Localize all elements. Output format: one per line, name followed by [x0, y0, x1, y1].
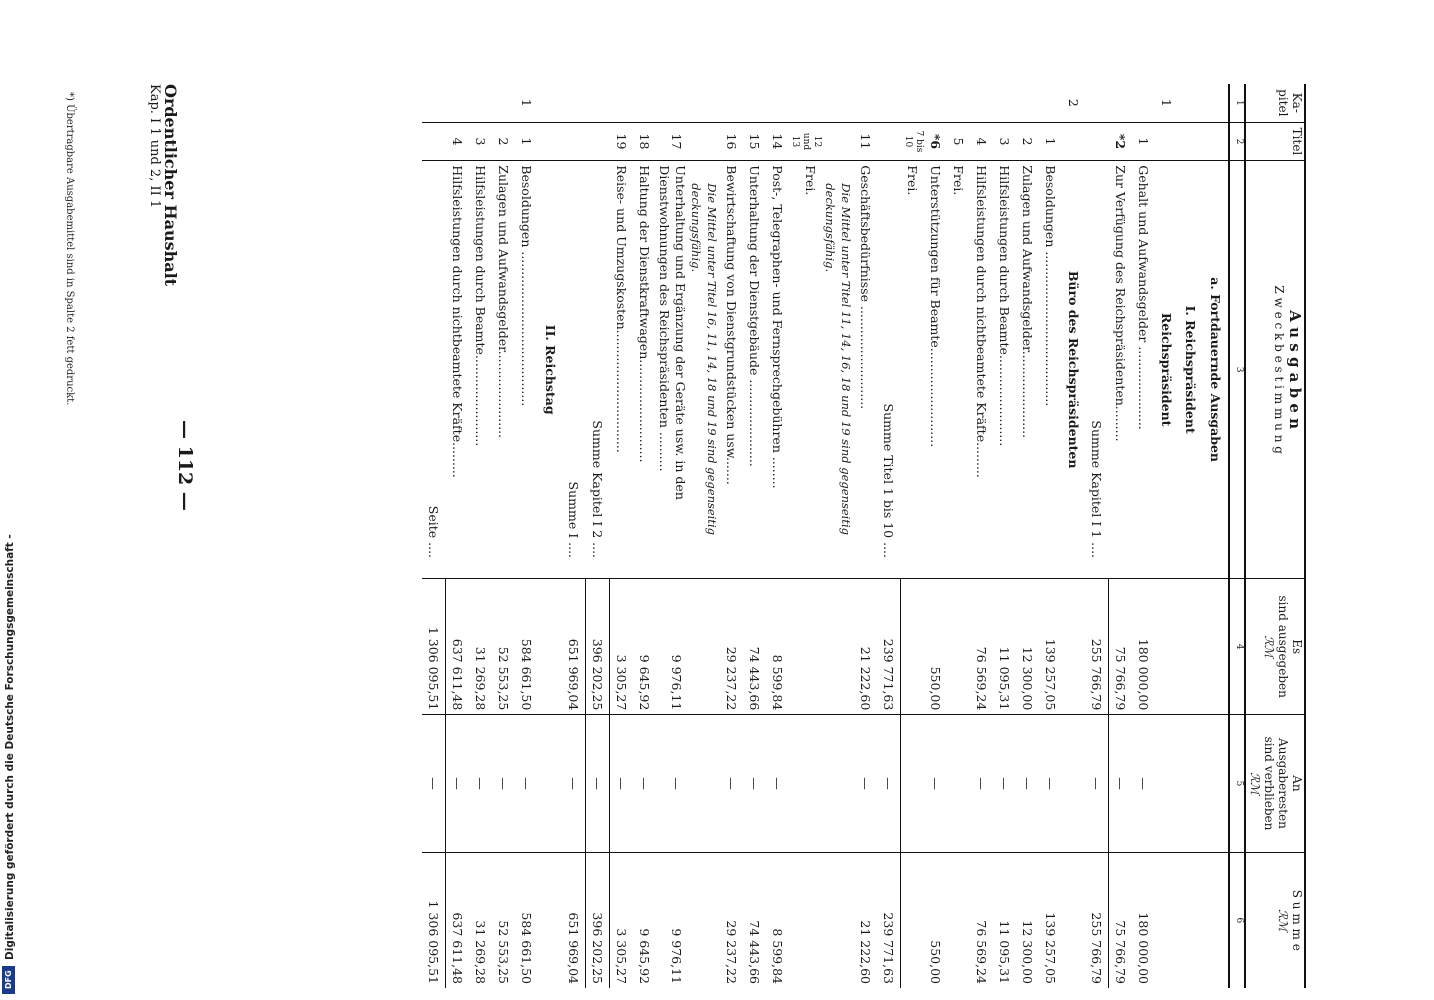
ausgabereste-amount: — — [1109, 715, 1133, 852]
ausgegeben-amount: 1 306 095,51 — [422, 579, 446, 715]
table-row — [766, 84, 789, 988]
ausgegeben-amount: 139 257,05 — [1039, 579, 1062, 715]
page-number: — 112 — — [174, 420, 196, 511]
titel-cell — [538, 122, 562, 161]
item-description: Besoldungen ....................................... — [515, 161, 538, 579]
ausgegeben-amount: 9 976,11 — [656, 579, 688, 715]
chapter-heading: Reichspräsident — [1155, 161, 1178, 579]
item-description: Gehalt und Aufwandsgelder ..................... — [1132, 161, 1155, 579]
ausgabereste-amount: — — [610, 715, 634, 852]
item-description: Geschäftsbedürfnisse .......................... — [854, 161, 877, 579]
sum-label: Seite .... — [422, 161, 446, 579]
colnum: 4 — [1229, 579, 1245, 715]
table-row — [492, 84, 515, 988]
ausgabereste-cell — [1062, 715, 1085, 852]
summe-cell — [1178, 852, 1202, 988]
colnum: 3 — [1229, 161, 1245, 579]
kapitel-cell — [743, 84, 766, 122]
summe-cell — [538, 852, 562, 988]
running-title: Ordentlicher Haushalt — [161, 84, 180, 287]
summe-amount: 21 222,60 — [854, 852, 877, 988]
kapitel-cell — [1109, 84, 1133, 122]
item-description: Zulagen und Aufwandsgelder...................... — [492, 161, 515, 579]
kapitel-cell — [947, 84, 970, 122]
table-row — [1016, 84, 1039, 988]
ausgabereste-cell — [822, 715, 854, 852]
ausgabereste-amount: — — [656, 715, 688, 852]
summe-amount: 637 611,48 — [446, 852, 470, 988]
titel-cell: 3 — [469, 122, 492, 161]
ausgabereste-amount: — — [720, 715, 743, 852]
ausgabereste-cell — [1202, 715, 1229, 852]
sum-row — [586, 84, 610, 988]
kapitel-cell — [877, 84, 901, 122]
table-row — [924, 84, 947, 988]
ausgegeben-cell — [1155, 579, 1178, 715]
summe-amount: 52 553,25 — [492, 852, 515, 988]
kapitel-cell — [1178, 84, 1202, 122]
summe-amount: 1 306 095,51 — [422, 852, 446, 988]
summe-amount: 12 300,00 — [1016, 852, 1039, 988]
kapitel-cell — [446, 84, 470, 122]
scanned-page — [82, 0, 1402, 1000]
summe-cell — [822, 852, 854, 988]
summe-amount — [947, 852, 970, 988]
summe-amount — [901, 852, 925, 988]
ausgegeben-cell — [1178, 579, 1202, 715]
titel-cell — [422, 122, 446, 161]
kapitel-cell: 1 — [519, 98, 534, 107]
kapitel-cell — [1132, 84, 1155, 122]
ausgabereste-amount: — — [1132, 715, 1155, 852]
titel-cell — [586, 122, 610, 161]
sum-label: Summe Titel 1 bis 10 .... — [877, 161, 901, 579]
kapitel-cell — [1016, 84, 1039, 122]
summe-amount: 8 599,84 — [766, 852, 789, 988]
table-row — [656, 84, 688, 988]
ausgegeben-amount: 21 222,60 — [854, 579, 877, 715]
summe-cell — [1202, 852, 1229, 988]
ausgegeben-amount: 29 237,22 — [720, 579, 743, 715]
header-ausgegeben-label: Es sind ausgegeben — [1276, 595, 1304, 698]
summe-amount: 75 766,79 — [1109, 852, 1133, 988]
sum-label: Summe Kapitel I 1 .... — [1085, 161, 1109, 579]
table-row — [901, 84, 925, 988]
ausgegeben-cell — [822, 579, 854, 715]
chapter-heading: Büro des Reichspräsidenten — [1062, 161, 1085, 579]
kapitel-cell — [789, 84, 822, 122]
summe-amount: 11 095,31 — [993, 852, 1016, 988]
colnum: 5 — [1229, 715, 1245, 852]
colnum: 2 — [1229, 122, 1245, 161]
kapitel-cell — [854, 84, 877, 122]
ausgegeben-cell — [1062, 579, 1085, 715]
table-row — [633, 84, 656, 988]
item-description: Post-, Telegraphen- und Fernsprechgebühren ........ — [766, 161, 789, 579]
titel-cell: 11 — [854, 122, 877, 161]
table-row — [1109, 84, 1133, 988]
titel-cell: *6 — [924, 122, 947, 161]
kapitel-cell — [1202, 84, 1229, 122]
footnote: *) Übertragbare Ausgabemittel sind in Spalte 2 fett gedruckt. — [64, 92, 75, 406]
sum-label: Summe I .... — [562, 161, 586, 579]
kapitel-cell — [901, 84, 925, 122]
sum-label: Summe Kapitel I 2 .... — [586, 161, 610, 579]
note-row — [688, 84, 720, 988]
summe-cell — [688, 852, 720, 988]
section-heading: I. Reichspräsident — [1178, 161, 1202, 579]
table-row — [1132, 84, 1155, 988]
table-row — [720, 84, 743, 988]
ausgegeben-amount: 8 599,84 — [766, 579, 789, 715]
item-description: Unterstützungen für Beamte......................... — [924, 161, 947, 579]
sum-row — [877, 84, 901, 988]
ausgegeben-cell — [538, 579, 562, 715]
note-text: Die Mittel unter Titel 16, 11, 14, 18 und 19 sind gegenseitig deckungsfähig. — [688, 161, 720, 579]
credit-text: Digitalisierung gefördert durch die Deutsche Forschungsgemeinschaft - — [4, 534, 16, 960]
header-titel: Titel — [1245, 122, 1305, 161]
titel-cell: 4 — [970, 122, 993, 161]
section-heading-row — [538, 84, 562, 988]
table-row — [515, 84, 538, 988]
kapitel-cell — [492, 84, 515, 122]
titel-cell: 3 — [993, 122, 1016, 161]
table-row — [446, 84, 470, 988]
ausgegeben-amount: 75 766,79 — [1109, 579, 1133, 715]
item-description: Hilfsleistungen durch Beamte....................... — [469, 161, 492, 579]
chapter-heading-row — [1155, 84, 1178, 988]
ausgabereste-amount: — — [586, 715, 610, 852]
kapitel-cell — [924, 84, 947, 122]
header-unit-6: ℛℳ — [1276, 909, 1290, 932]
summe-amount: 139 257,05 — [1039, 852, 1062, 988]
summe-amount: 651 969,04 — [562, 852, 586, 988]
ausgegeben-amount: 31 269,28 — [469, 579, 492, 715]
titel-cell: 5 — [947, 122, 970, 161]
ausgabereste-amount: — — [1039, 715, 1062, 852]
header-zweckbestimmung: Z w e c k b e s t i m m u n g — [1272, 285, 1286, 454]
kapitel-cell — [720, 84, 743, 122]
header-ausgaben-title: A u s g a b e n — [1286, 310, 1304, 429]
ausgegeben-amount: 637 611,48 — [446, 579, 470, 715]
ausgegeben-amount: 76 569,24 — [970, 579, 993, 715]
header-unit-4: ℛℳ — [1262, 635, 1276, 658]
ausgabereste-amount — [901, 715, 925, 852]
titel-cell — [688, 122, 720, 161]
summe-cell — [1062, 852, 1085, 988]
ausgabereste-amount: — — [1085, 715, 1109, 852]
summe-amount: 255 766,79 — [1085, 852, 1109, 988]
kapitel-cell — [562, 84, 586, 122]
ausgegeben-amount — [789, 579, 822, 715]
ausgegeben-amount: 74 443,66 — [743, 579, 766, 715]
running-subtitle: Kap. I 1 und 2, II 1 — [147, 84, 162, 209]
kapitel-cell — [469, 84, 492, 122]
ausgegeben-amount: 239 771,63 — [877, 579, 901, 715]
summe-amount: 76 569,24 — [970, 852, 993, 988]
ausgegeben-amount: 9 645,92 — [633, 579, 656, 715]
kapitel-cell — [422, 84, 446, 122]
ausgabereste-amount: — — [469, 715, 492, 852]
ausgabereste-cell — [1178, 715, 1202, 852]
header-ausgabereste-label: An Ausgaberesten sind verblieben — [1262, 736, 1304, 831]
ausgabereste-amount: — — [993, 715, 1016, 852]
titel-cell: 1 — [1039, 122, 1062, 161]
item-description: Zulagen und Aufwandsgelder...................... — [1016, 161, 1039, 579]
colnum: 6 — [1229, 852, 1245, 988]
ausgabereste-amount: — — [924, 715, 947, 852]
ausgegeben-amount — [947, 579, 970, 715]
header-summe-label: S u m m e — [1290, 889, 1304, 951]
table-row — [993, 84, 1016, 988]
kapitel-cell — [586, 84, 610, 122]
ausgabereste-amount — [789, 715, 822, 852]
table-row — [743, 84, 766, 988]
item-description: Hilfsleistungen durch nichtbeamtete Kräfte......... — [970, 161, 993, 579]
table-row — [789, 84, 822, 988]
item-description: Unterhaltung der Dienstgebäude ...................... — [743, 161, 766, 579]
kapitel-cell — [1085, 84, 1109, 122]
summe-amount: 239 771,63 — [877, 852, 901, 988]
chapter-heading-row — [1062, 84, 1085, 988]
rotated-page-content — [82, 0, 1402, 1000]
ausgabereste-amount: — — [766, 715, 789, 852]
table-row — [947, 84, 970, 988]
titel-cell — [562, 122, 586, 161]
ausgegeben-amount: 11 095,31 — [993, 579, 1016, 715]
ausgabereste-amount: — — [1016, 715, 1039, 852]
titel-cell: 2 — [1016, 122, 1039, 161]
kapitel-cell — [766, 84, 789, 122]
ausgegeben-amount: 651 969,04 — [562, 579, 586, 715]
ausgegeben-amount: 550,00 — [924, 579, 947, 715]
table-row — [610, 84, 634, 988]
table-row — [970, 84, 993, 988]
ausgegeben-amount: 180 000,00 — [1132, 579, 1155, 715]
titel-cell — [1062, 122, 1085, 161]
item-description: Besoldungen ....................................... — [1039, 161, 1062, 579]
ausgabereste-amount: — — [970, 715, 993, 852]
summe-amount: 3 305,27 — [610, 852, 634, 988]
titel-cell — [822, 122, 854, 161]
ausgabereste-amount: — — [515, 715, 538, 852]
kapitel-cell — [656, 84, 688, 122]
item-description: Frei. — [901, 161, 925, 579]
titel-cell: 7 bis 10 — [901, 122, 925, 161]
titel-cell: 2 — [492, 122, 515, 161]
summe-amount: 9 645,92 — [633, 852, 656, 988]
sum-row — [562, 84, 586, 988]
summe-amount: 31 269,28 — [469, 852, 492, 988]
ausgabereste-amount: — — [633, 715, 656, 852]
item-description: Hilfsleistungen durch Beamte....................... — [993, 161, 1016, 579]
ausgabereste-amount: — — [877, 715, 901, 852]
kapitel-cell — [970, 84, 993, 122]
titel-cell: *2 — [1109, 122, 1133, 161]
titel-cell: 1 — [1132, 122, 1155, 161]
kapitel-cell: 2 — [1066, 98, 1081, 107]
item-description: Bewirtschaftung von Dienstgrundstücken usw....... — [720, 161, 743, 579]
titel-cell: 4 — [446, 122, 470, 161]
table-header-row — [1245, 84, 1305, 988]
summe-cell — [1155, 852, 1178, 988]
summe-amount — [789, 852, 822, 988]
item-description: Frei. — [947, 161, 970, 579]
summe-amount: 584 661,50 — [515, 852, 538, 988]
ausgabereste-amount: — — [422, 715, 446, 852]
section-heading: a. Fortdauernde Ausgaben — [1202, 161, 1229, 579]
titel-cell: 17 — [656, 122, 688, 161]
titel-cell — [1155, 122, 1178, 161]
summe-amount: 180 000,00 — [1132, 852, 1155, 988]
budget-table — [422, 84, 1306, 988]
sum-row — [422, 84, 446, 988]
summe-amount: 550,00 — [924, 852, 947, 988]
titel-cell: 12 und 13 — [789, 122, 822, 161]
ausgabereste-cell — [1155, 715, 1178, 852]
ausgegeben-cell — [688, 579, 720, 715]
ausgabereste-amount: — — [492, 715, 515, 852]
titel-cell: 14 — [766, 122, 789, 161]
ausgabereste-amount: — — [446, 715, 470, 852]
budget-table-body — [422, 84, 1229, 988]
ausgabereste-cell — [538, 715, 562, 852]
note-row — [822, 84, 854, 988]
ausgabereste-amount: — — [743, 715, 766, 852]
ausgegeben-amount — [901, 579, 925, 715]
ausgabereste-amount: — — [562, 715, 586, 852]
section-heading-row — [1178, 84, 1202, 988]
item-description: Zur Verfügung des Reichspräsidenten......... — [1109, 161, 1133, 579]
ausgegeben-amount: 255 766,79 — [1085, 579, 1109, 715]
titel-cell: 16 — [720, 122, 743, 161]
item-description: Haltung der Dienstkraftwagen.......................... — [633, 161, 656, 579]
ausgegeben-amount: 52 553,25 — [492, 579, 515, 715]
titel-cell: 19 — [610, 122, 634, 161]
kapitel-cell — [1039, 84, 1062, 122]
table-row — [854, 84, 877, 988]
item-description: Reise- und Umzugskosten............................... — [610, 161, 634, 579]
item-description: Unterhaltung und Ergänzung der Geräte usw. in den Dienstwohnungen des Reichspräsidenten .......... — [656, 161, 688, 579]
section-heading: II. Reichstag — [538, 161, 562, 579]
titel-cell: 1 — [515, 122, 538, 161]
section-heading-row — [1202, 84, 1229, 988]
titel-cell: 18 — [633, 122, 656, 161]
summe-amount: 9 976,11 — [656, 852, 688, 988]
header-summe — [1245, 852, 1305, 988]
titel-cell — [1178, 122, 1202, 161]
table-row — [469, 84, 492, 988]
ausgabereste-cell — [688, 715, 720, 852]
dfg-logo-icon: DFG — [2, 966, 15, 994]
ausgabereste-amount — [947, 715, 970, 852]
kapitel-cell — [822, 84, 854, 122]
ausgegeben-amount: 396 202,25 — [586, 579, 610, 715]
kapitel-cell — [688, 84, 720, 122]
ausgegeben-amount: 12 300,00 — [1016, 579, 1039, 715]
column-number-row — [1229, 84, 1245, 988]
item-description: Frei. — [789, 161, 822, 579]
titel-cell — [1085, 122, 1109, 161]
header-kapitel: Ka- pitel — [1245, 84, 1305, 122]
table-row — [1039, 84, 1062, 988]
summe-amount: 396 202,25 — [586, 852, 610, 988]
titel-cell — [1202, 122, 1229, 161]
kapitel-cell — [633, 84, 656, 122]
header-ausgaben — [1245, 161, 1305, 579]
summe-amount: 29 237,22 — [720, 852, 743, 988]
note-text: Die Mittel unter Titel 11, 14, 16, 18 und 19 sind gegenseitig deckungsfähig. — [822, 161, 854, 579]
ausgegeben-amount: 584 661,50 — [515, 579, 538, 715]
header-unit-5: ℛℳ — [1248, 772, 1262, 795]
ausgegeben-cell — [1202, 579, 1229, 715]
kapitel-cell — [610, 84, 634, 122]
ausgabereste-amount: — — [854, 715, 877, 852]
sum-row — [1085, 84, 1109, 988]
summe-amount: 74 443,66 — [743, 852, 766, 988]
kapitel-cell — [993, 84, 1016, 122]
colnum: 1 — [1229, 84, 1245, 122]
header-ausgegeben — [1245, 579, 1305, 715]
titel-cell: 15 — [743, 122, 766, 161]
kapitel-cell: 1 — [1159, 98, 1174, 107]
digitization-credit — [0, 0, 30, 1000]
header-ausgabereste — [1245, 715, 1305, 852]
ausgegeben-amount: 3 305,27 — [610, 579, 634, 715]
titel-cell — [877, 122, 901, 161]
item-description: Hilfsleistungen durch nichtbeamtete Kräfte......... — [446, 161, 470, 579]
kapitel-cell — [538, 84, 562, 122]
